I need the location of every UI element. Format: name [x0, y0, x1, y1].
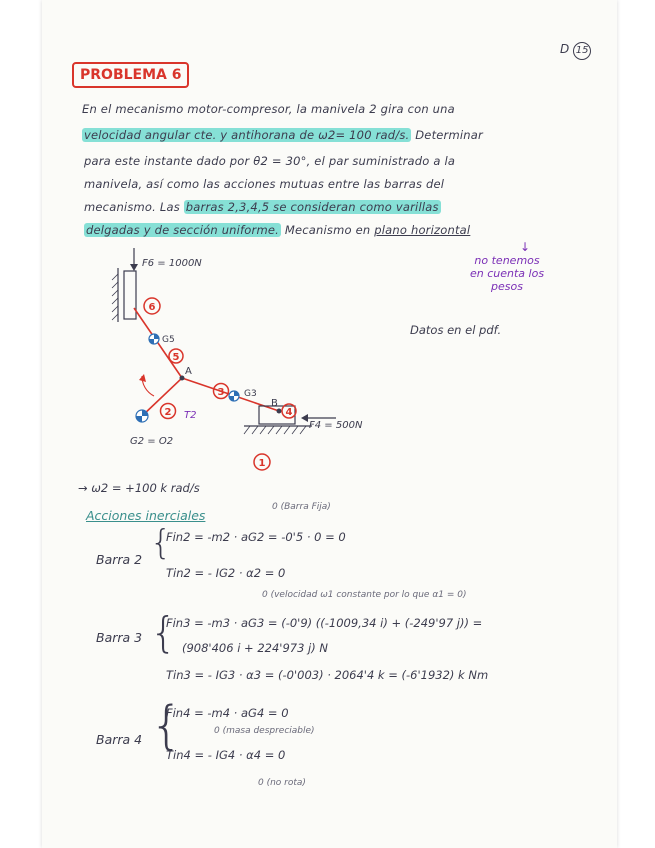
cg-g2-symbol [136, 410, 148, 422]
barra-3-label: Barra 3 [96, 630, 143, 645]
barra-3-inertial-torque: Tin3 = - IG3 · α3 = (-0'003) · 2064'4 k = (-6'1932) k Nm [166, 668, 489, 682]
barra-4-brace: { [150, 696, 184, 756]
statement-line-6: delgadas y de sección uniforme. Mecanismo en plano horizontal [86, 223, 471, 237]
note-arrow: ↓ [520, 240, 531, 254]
omega-statement: → ω2 = +100 k rad/s [78, 481, 200, 495]
label-bar-1: 1 [258, 458, 266, 469]
barra-2-label: Barra 2 [96, 552, 143, 567]
label-bar-6: 6 [148, 302, 156, 313]
statement-line-1: En el mecanismo motor-compresor, la manivela 2 gira con una [82, 102, 455, 116]
statement-line-5: mecanismo. Las barras 2,3,4,5 se consideran como varillas [84, 200, 439, 214]
barra-3-inertial-force: Fin3 = -m3 · aG3 = (-0'9) ((-1009,34 i) + (-249'97 j)) = [166, 616, 483, 630]
label-bar-2: 2 [164, 407, 172, 418]
highlight-bars: barras 2,3,4,5 se consideran como varillas [185, 200, 439, 214]
barra-4-rotation-note: 0 (no rota) [258, 778, 306, 788]
note-no-weights: no tenemos en cuenta los pesos [470, 254, 545, 293]
joint-a-label: A [185, 366, 192, 377]
barra-4-inertial-force: Fin4 = -m4 · aG4 = 0 [166, 706, 289, 720]
barra-4-mass-note: 0 (masa despreciable) [214, 726, 315, 736]
ground-hatch [244, 426, 306, 434]
page-number: D 15 [560, 42, 591, 60]
barra-2-inertial-torque: Tin2 = - IG2 · α2 = 0 [166, 566, 286, 580]
mechanism-diagram [84, 246, 363, 475]
bar-5 [134, 308, 182, 378]
cg-g3-label: G3 [244, 389, 257, 399]
barra-3-brace: { [150, 608, 177, 657]
barra-3-inertial-force-result: (908'406 i + 224'973 j) N [182, 641, 329, 655]
label-bar-4: 4 [285, 407, 293, 418]
cg-g2-label: G2 = O2 [130, 436, 174, 447]
data-in-pdf-note: Datos en el pdf. [410, 323, 502, 337]
barra-4-label: Barra 4 [96, 732, 143, 747]
barra-2-note: 0 (velocidad ω1 constante por lo que α1 = 0) [262, 590, 467, 600]
joint-b [277, 409, 282, 414]
label-bar-3: 3 [217, 387, 225, 398]
joint-b-label: B [271, 398, 278, 409]
label-bar-5: 5 [172, 352, 180, 363]
statement-line-2: velocidad angular cte. y antihorana de ω2= 100 rad/s. Determinar [84, 128, 483, 142]
barra-2-brace: { [150, 523, 172, 563]
cg-g3-symbol [229, 391, 239, 401]
cg-g5-label: G5 [162, 335, 175, 345]
page-number-circled: 15 [573, 42, 591, 60]
joint-a [180, 376, 185, 381]
problem-title: PROBLEMA 6 [72, 62, 189, 88]
statement-line-4: manivela, así como las acciones mutuas entre las barras del [84, 177, 445, 191]
section-inertial-actions: Acciones inerciales [86, 508, 206, 523]
barra-4-inertial-torque: Tin4 = - IG4 · α4 = 0 [166, 748, 286, 762]
highlight-angular-velocity: velocidad angular cte. y antihorana de ω2= 100 rad/s. [84, 128, 410, 142]
wall-hatch [112, 274, 118, 320]
barra-2-inertial-force: Fin2 = -m2 · aG2 = -0'5 · 0 = 0 [166, 530, 346, 544]
slider-6-block [124, 271, 136, 319]
force-f4-label: F4 = 500N [309, 420, 363, 431]
statement-line-3: para este instante dado por θ2 = 30°, el par suministrado a la [84, 154, 456, 168]
torque-t2-label: T2 [184, 410, 197, 421]
force-f6-label: F6 = 1000N [142, 258, 202, 269]
note-fixed-bar: 0 (Barra Fija) [272, 502, 331, 512]
highlight-thin-bars: delgadas y de sección uniforme. [86, 223, 280, 237]
cg-g5-symbol [149, 334, 159, 344]
